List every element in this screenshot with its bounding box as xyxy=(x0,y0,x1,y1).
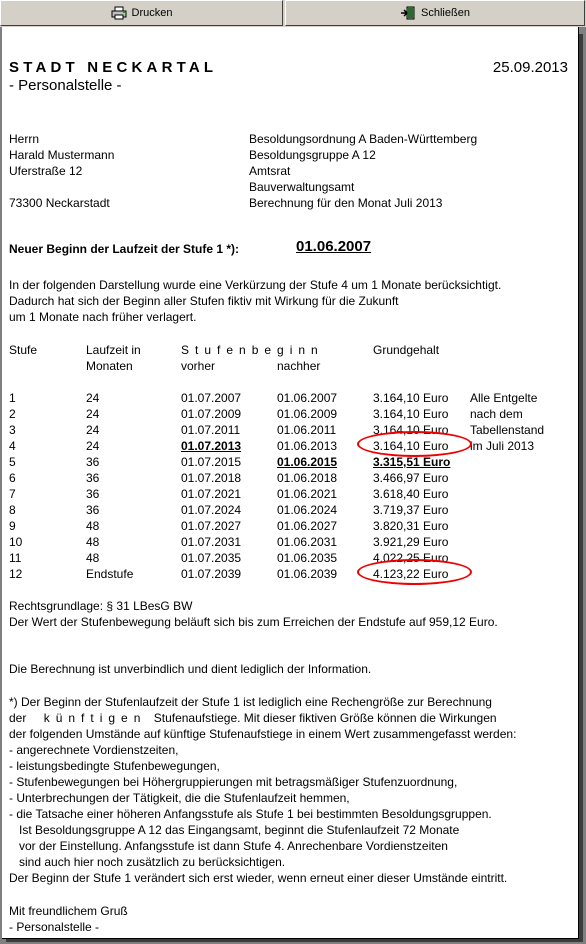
intro-line-3: um 1 Monate nach früher verlagert. xyxy=(9,310,197,324)
footnote-line-4: - angerechnete Vordienstzeiten, xyxy=(9,743,179,757)
footnote-line-2-c: Stufenaufstiege. Mit dieser fiktiven Größe können die Wirkungen xyxy=(153,711,497,725)
address-city: 73300 Neckarstadt xyxy=(9,196,110,210)
table-row xyxy=(2,518,579,534)
cell-gehalt: 3.466,97 Euro xyxy=(373,471,449,485)
cell-laufzeit: 36 xyxy=(86,471,100,485)
cell-laufzeit: 48 xyxy=(86,551,100,565)
footnote-line-10: vor der Einstellung. Anfangsstufe ist dann Stufe 4. Anrechenbare Vordienstzeiten xyxy=(19,839,448,853)
department-name: - Personalstelle - xyxy=(9,77,122,94)
cell-laufzeit: 24 xyxy=(86,439,100,453)
cell-stufe: 2 xyxy=(9,407,16,421)
info-line-4: Bauverwaltungsamt xyxy=(249,180,355,194)
header-vorher: vorher xyxy=(181,359,216,373)
cell-gehalt: 3.164,10 Euro xyxy=(373,439,449,453)
highlight-ellipse-stufe-4 xyxy=(357,431,472,457)
cell-laufzeit: 36 xyxy=(86,487,100,501)
cell-stufe: 1 xyxy=(9,391,16,405)
legal-basis: Rechtsgrundlage: § 31 LBesG BW xyxy=(9,599,193,613)
table-row xyxy=(2,390,579,406)
intro-line-1: In der folgenden Darstellung wurde eine Verkürzung der Stufe 4 um 1 Monate berücksichtigt. xyxy=(9,278,502,292)
cell-nachher: 01.06.2027 xyxy=(277,519,338,533)
cell-stufe: 8 xyxy=(9,503,16,517)
cell-laufzeit: 24 xyxy=(86,391,100,405)
cell-gehalt: 3.164,10 Euro xyxy=(373,423,449,437)
highlight-ellipse-stufe-12 xyxy=(357,559,472,585)
close-button[interactable] xyxy=(285,0,585,26)
cell-stufe: 7 xyxy=(9,487,16,501)
info-line-3: Amtsrat xyxy=(249,164,291,178)
document-date: 25.09.2013 xyxy=(492,59,568,76)
address-street: Uferstraße 12 xyxy=(9,164,83,178)
cell-laufzeit: 48 xyxy=(86,535,100,549)
cell-laufzeit: 24 xyxy=(86,407,100,421)
table-row xyxy=(2,406,579,422)
footnote-line-8: - die Tatsache einer höheren Anfangsstufe als Stufe 1 bei bestimmten Besoldungsgruppen. xyxy=(9,807,492,821)
disclaimer: Die Berechnung ist unverbindlich und dient lediglich der Information. xyxy=(9,662,372,676)
cell-laufzeit: 36 xyxy=(86,503,100,517)
cell-gehalt: 4.022,25 Euro xyxy=(373,551,449,565)
table-row xyxy=(2,502,579,518)
cell-gehalt: 3.164,10 Euro xyxy=(373,407,449,421)
cell-gehalt: 4.123,22 Euro xyxy=(373,567,449,581)
header-stufenbeginn: Stufenbeginn xyxy=(181,343,324,357)
address-salutation: Herrn xyxy=(9,132,40,146)
cell-nachher: 01.06.2035 xyxy=(277,551,338,565)
footnote-line-6: - Stufenbewegungen bei Höhergruppierungen mit betragsmäßiger Stufenzuordnung, xyxy=(9,775,458,789)
table-row xyxy=(2,566,579,582)
cell-stufe: 10 xyxy=(9,535,23,549)
footnote-line-5: - leistungsbedingte Stufenbewegungen, xyxy=(9,759,220,773)
cell-laufzeit: 36 xyxy=(86,455,100,469)
cell-stufe: 3 xyxy=(9,423,16,437)
print-button[interactable] xyxy=(0,0,283,26)
info-line-1: Besoldungsordnung A Baden-Württemberg xyxy=(249,132,478,146)
cell-vorher: 01.07.2015 xyxy=(181,455,242,469)
printer-icon xyxy=(111,6,127,20)
footnote-line-12: Der Beginn der Stufe 1 verändert sich erst wieder, wenn erneut einer dieser Umstände eintritt. xyxy=(9,871,508,885)
header-grundgehalt: Grundgehalt xyxy=(373,343,440,357)
cell-stufe: 4 xyxy=(9,439,16,453)
info-line-2: Besoldungsgruppe A 12 xyxy=(249,148,376,162)
footnote-line-2-b: künftigen xyxy=(43,711,147,725)
cell-nachher: 01.06.2015 xyxy=(277,455,338,469)
cell-vorher: 01.07.2011 xyxy=(181,423,241,437)
cell-gehalt: 3.820,31 Euro xyxy=(373,519,449,533)
info-line-5: Berechnung für den Monat Juli 2013 xyxy=(249,196,443,210)
footnote-line-2 xyxy=(9,710,497,726)
cell-nachher: 01.06.2021 xyxy=(277,487,338,501)
cell-nachher: 01.06.2009 xyxy=(277,407,338,421)
header-laufzeit: Laufzeit in xyxy=(86,343,141,357)
closing-greeting: Mit freundlichem Gruß xyxy=(9,904,128,918)
cell-gehalt: 3.315,51 Euro xyxy=(373,455,451,469)
table-row xyxy=(2,422,579,438)
table-row xyxy=(2,438,579,454)
table-row xyxy=(2,534,579,550)
header-monaten: Monaten xyxy=(86,359,133,373)
cell-nachher: 01.06.2018 xyxy=(277,471,338,485)
cell-stufe: 9 xyxy=(9,519,16,533)
cell-gehalt: 3.164,10 Euro xyxy=(373,391,449,405)
table-row xyxy=(2,454,579,470)
footnote-line-11: sind auch hier noch zusätzlich zu berücksichtigen. xyxy=(19,855,286,869)
table-header-row-2 xyxy=(2,358,579,374)
cell-gehalt: 3.921,29 Euro xyxy=(373,535,449,549)
cell-laufzeit: 48 xyxy=(86,519,100,533)
cell-vorher: 01.07.2027 xyxy=(181,519,242,533)
header-stufe: Stufe xyxy=(9,343,38,357)
cell-nachher: 01.06.2013 xyxy=(277,439,338,453)
closing-sender: - Personalstelle - xyxy=(9,920,100,934)
cell-laufzeit: Endstufe xyxy=(86,567,134,581)
footnote-line-9: Ist Besoldungsgruppe A 12 das Eingangsamt, beginnt die Stufenlaufzeit 72 Monate xyxy=(19,823,460,837)
table-header-row-1 xyxy=(2,342,579,358)
cell-nachher: 01.06.2007 xyxy=(277,391,338,405)
cell-stufe: 5 xyxy=(9,455,16,469)
footnote-line-1: *) Der Beginn der Stufenlaufzeit der Stufe 1 ist lediglich eine Rechengröße zur Berechnung xyxy=(9,695,492,709)
cell-gehalt: 3.719,37 Euro xyxy=(373,503,449,517)
cell-vorher: 01.07.2024 xyxy=(181,503,242,517)
footnote-line-2-a: der xyxy=(9,711,27,725)
toolbar xyxy=(0,0,586,27)
legal-value: Der Wert der Stufenbewegung beläuft sich bis zum Erreichen der Endstufe auf 959,12 Euro. xyxy=(9,615,498,629)
cell-vorher: 01.07.2021 xyxy=(181,487,242,501)
cell-nachher: 01.06.2024 xyxy=(277,503,338,517)
cell-vorher: 01.07.2039 xyxy=(181,567,242,581)
cell-vorher: 01.07.2009 xyxy=(181,407,242,421)
cell-note: Alle Entgelte xyxy=(470,391,538,405)
exit-door-icon xyxy=(400,6,416,20)
table-row xyxy=(2,550,579,566)
table-row xyxy=(2,470,579,486)
address-name: Harald Mustermann xyxy=(9,148,115,162)
new-start-label: Neuer Beginn der Laufzeit der Stufe 1 *): xyxy=(9,242,240,256)
close-button-label: Schließen xyxy=(421,7,470,19)
cell-note: Tabellenstand xyxy=(470,423,545,437)
cell-vorher: 01.07.2018 xyxy=(181,471,242,485)
new-start-date: 01.06.2007 xyxy=(296,238,372,255)
cell-stufe: 11 xyxy=(9,551,22,565)
cell-stufe: 6 xyxy=(9,471,16,485)
footnote-line-3: der folgenden Umstände auf künftige Stufenaufstiege in einem Wert zusammengefasst werden: xyxy=(9,727,517,741)
intro-line-2: Dadurch hat sich der Beginn aller Stufen fiktiv mit Wirkung für die Zukunft xyxy=(9,294,399,308)
table-row xyxy=(2,486,579,502)
cell-nachher: 01.06.2011 xyxy=(277,423,337,437)
cell-vorher: 01.07.2013 xyxy=(181,439,242,453)
document-page xyxy=(2,27,579,939)
cell-note: nach dem xyxy=(470,407,523,421)
cell-nachher: 01.06.2039 xyxy=(277,567,338,581)
cell-vorher: 01.07.2007 xyxy=(181,391,242,405)
footnote-line-7: - Unterbrechungen der Tätigkeit, die die Stufenlaufzeit hemmen, xyxy=(9,791,350,805)
cell-laufzeit: 24 xyxy=(86,423,100,437)
cell-vorher: 01.07.2035 xyxy=(181,551,242,565)
cell-note: im Juli 2013 xyxy=(470,439,535,453)
cell-stufe: 12 xyxy=(9,567,23,581)
city-name: STADT NECKARTAL xyxy=(9,59,218,76)
print-button-label: Drucken xyxy=(131,7,173,19)
cell-gehalt: 3.618,40 Euro xyxy=(373,487,449,501)
cell-nachher: 01.06.2031 xyxy=(277,535,338,549)
header-nachher: nachher xyxy=(277,359,321,373)
cell-vorher: 01.07.2031 xyxy=(181,535,242,549)
